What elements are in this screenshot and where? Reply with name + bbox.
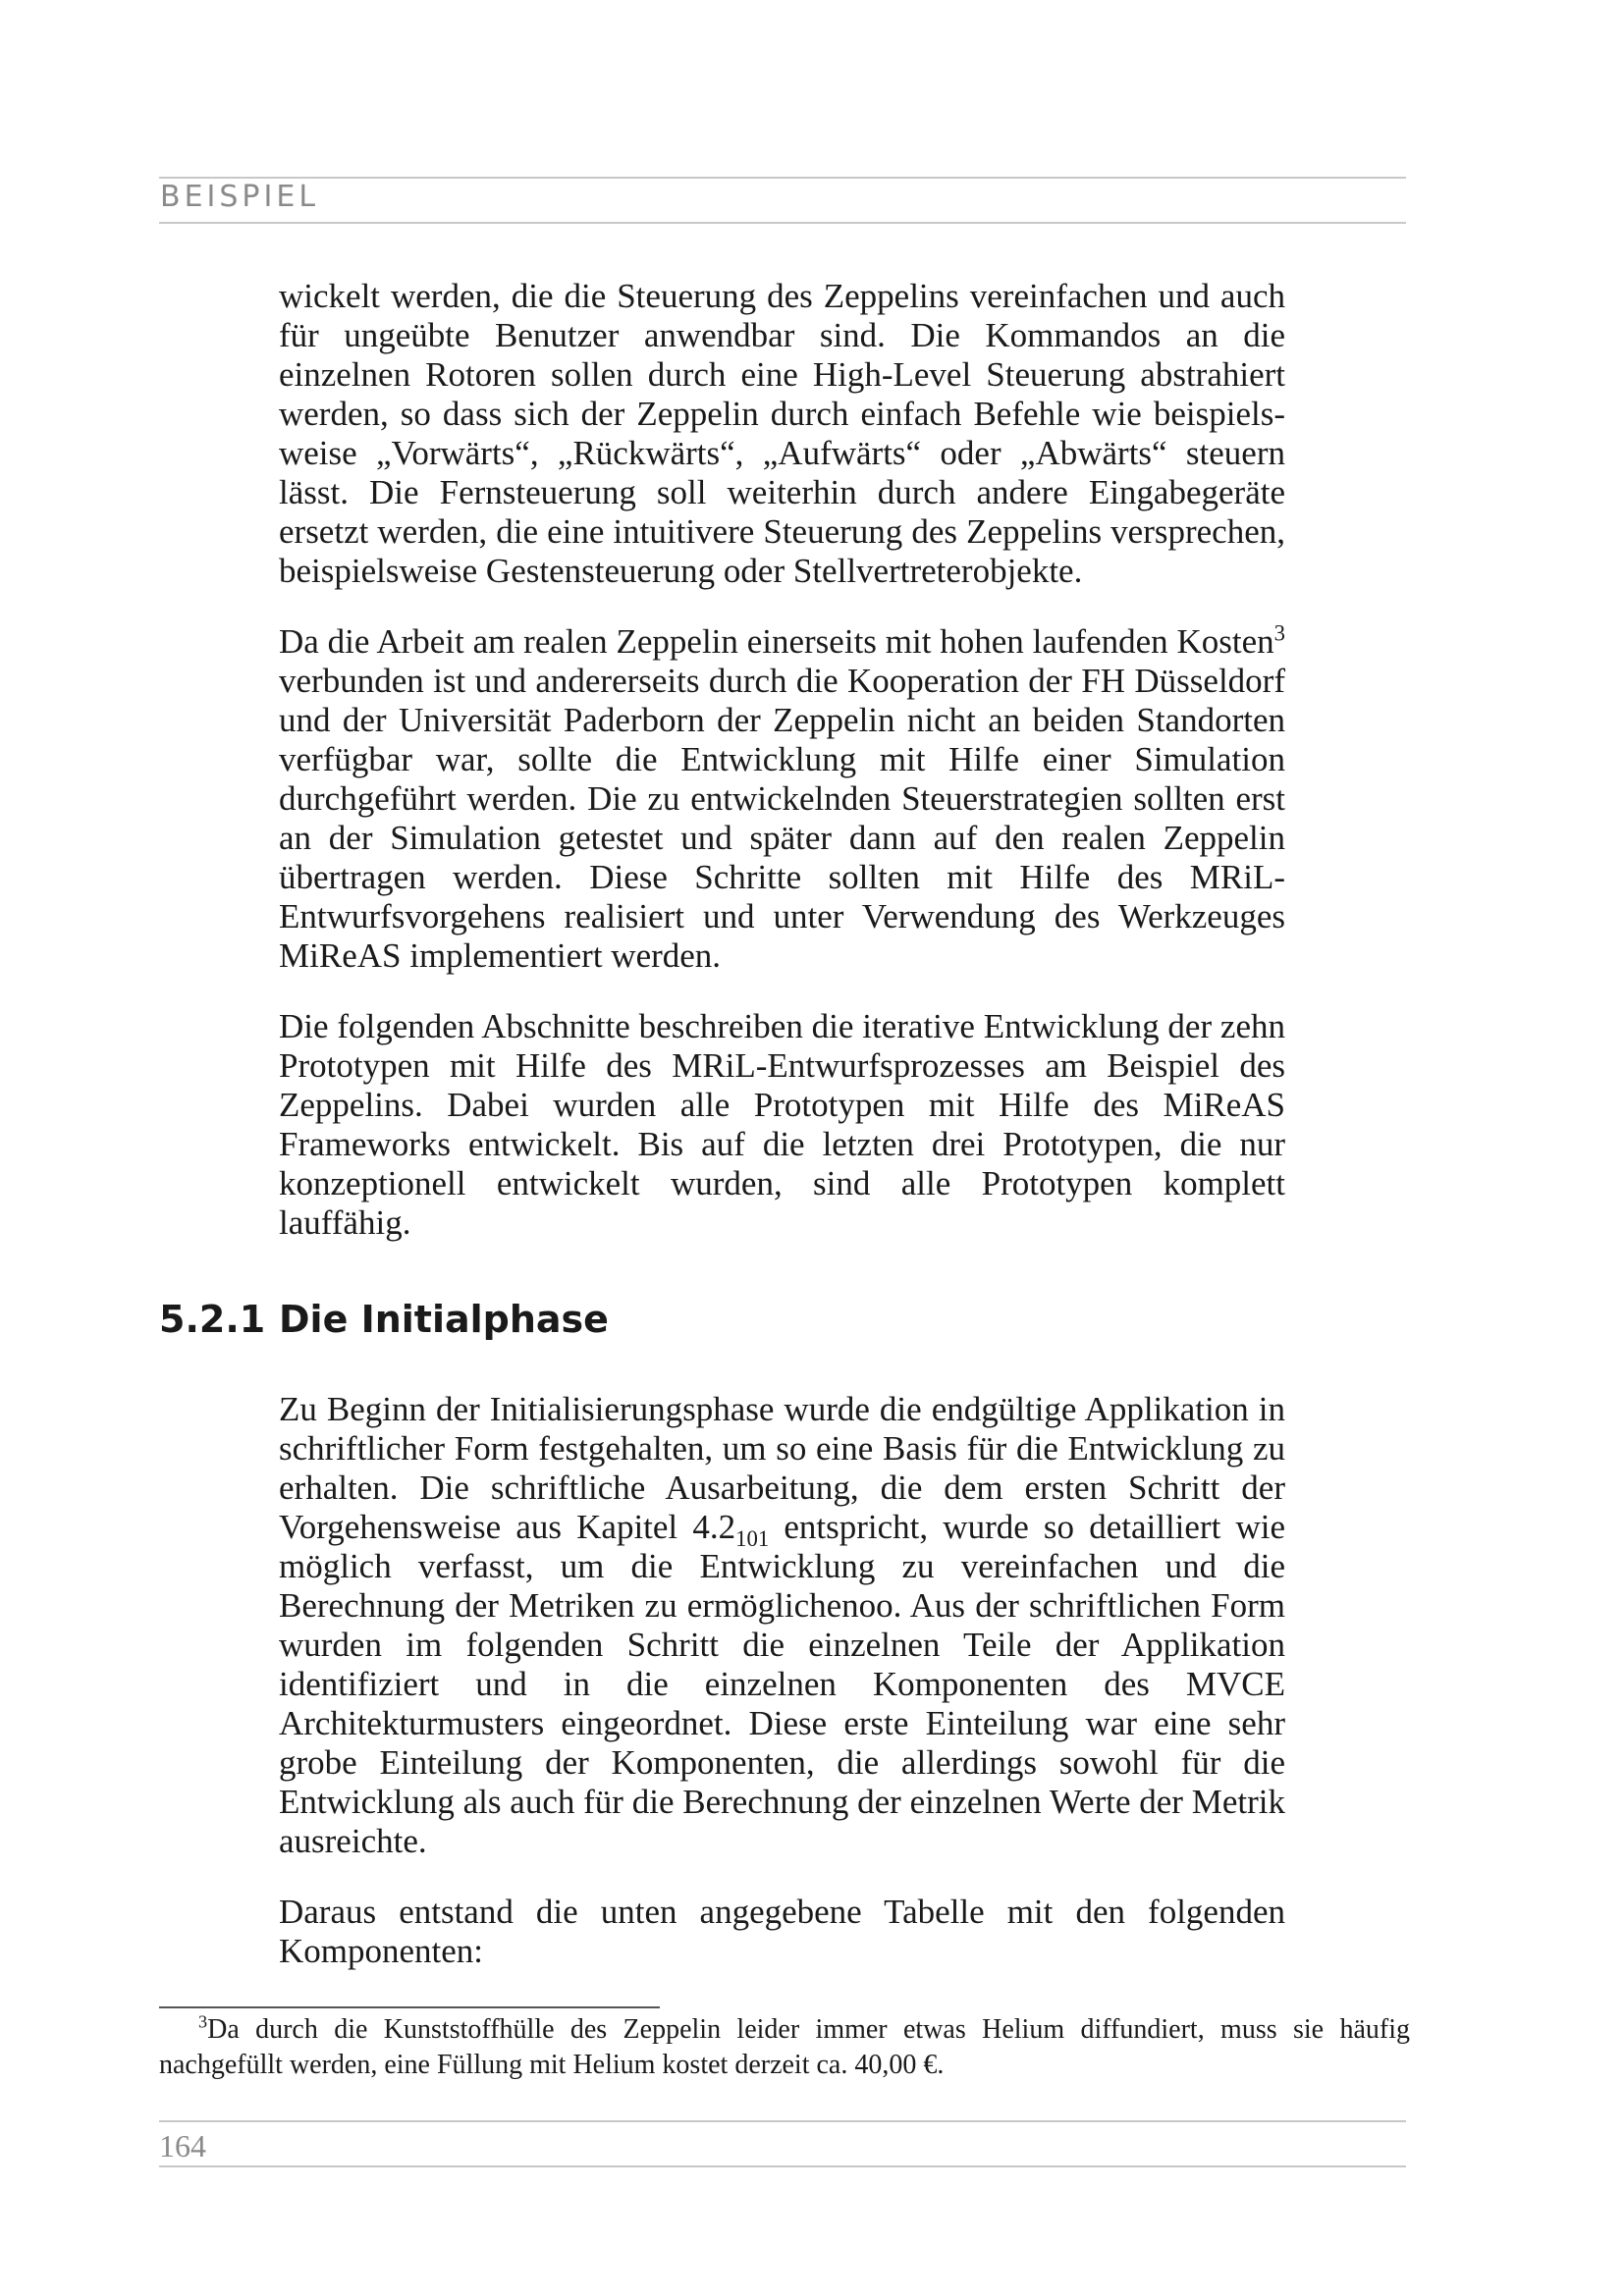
paragraph-1: wickelt werden, die die Steuerung des Zeppelins vereinfachen und auch für ungeübte Benutzer anwendbar sind. Die Kommandos an die einzelnen Rotoren sollen durch eine High-Level Steuerung abstrahiert werden, so dass sich der Zeppelin durch einfach Befehle wie beispielsweise „Vorwärts“, „Rückwärts“, „Aufwärts“ oder „Abwärts“ steuern lässt. Die Fernsteuerung soll weiterhin durch andere Eingabegeräte ersetzt werden, die eine intuitivere Steuerung des Zeppelins versprechen, beispielsweise Gestensteuerung oder Stellvertreterobjekte. <box>279 277 1285 590</box>
section-title: Die Initialphase <box>279 1298 609 1341</box>
footer-rule-bottom <box>159 2165 1406 2167</box>
paragraph-4-text-a: Zu Beginn der Initialisierungsphase wurde die endgültige Applikation in schriftlicher Form festgehalten, um so eine Basis für die Entwicklung zu erhalten. Die schriftliche Ausarbeitung, die dem ersten Schritt der Vorgehensweise aus Kapitel 4.2 <box>279 1390 1285 1546</box>
footnote-mark[interactable]: 3 <box>1273 620 1285 646</box>
page-reference[interactable]: 101 <box>735 1526 770 1551</box>
paragraph-2-text-a: Da die Arbeit am realen Zeppelin einerseits mit hohen laufenden Kosten <box>279 622 1274 661</box>
paragraph-4 <box>279 1390 1285 1861</box>
footnote-rule <box>159 2006 660 2008</box>
section-number: 5.2.1 <box>159 1298 266 1341</box>
footnote <box>159 2012 1410 2083</box>
running-head: BEISPIEL <box>160 180 320 214</box>
paragraph-2 <box>279 622 1285 976</box>
footnote-number: 3 <box>198 2011 208 2032</box>
text-block-upper <box>279 277 1285 1243</box>
paragraph-4-text-b: entspricht, wurde so detailliert wie möglich verfasst, um die Entwicklung zu vereinfachen und die Berechnung der Metriken zu ermöglichenoo. Aus der schriftlichen Form wurden im folgenden Schritt die einzelnen Teile der Applikation identifiziert und in die einzelnen Komponenten des MVCE Architekturmusters eingeordnet. Diese erste Einteilung war eine sehr grobe Einteilung der Komponenten, die allerdings sowohl für die Entwicklung als auch für die Berechnung der einzelnen Werte der Metrik ausreichte. <box>279 1508 1285 1860</box>
text-block-lower <box>279 1390 1285 1971</box>
header-rule-top <box>159 177 1406 179</box>
page-number: 164 <box>159 2128 206 2163</box>
header-rule-bottom <box>159 222 1406 224</box>
paragraph-5: Daraus entstand die unten angegebene Tabelle mit den folgenden Komponenten: <box>279 1893 1285 1970</box>
section-heading <box>159 1296 609 1343</box>
footer-rule-top <box>159 2120 1406 2122</box>
paragraph-3: Die folgenden Abschnitte beschreiben die iterative Entwicklung der zehn Prototypen mit Hilfe des MRiL-Entwurfsprozesses am Beispiel des Zeppelins. Dabei wurden alle Prototypen mit Hilfe des MiReAS Frameworks entwickelt. Bis auf die letzten drei Prototypen, die nur konzeptionell entwickelt wurden, sind alle Prototypen komplett lauffähig. <box>279 1007 1285 1242</box>
paragraph-2-text-b: verbunden ist und andererseits durch die Kooperation der FH Düsseldorf und der Universität Paderborn der Zeppelin nicht an beiden Standorten verfügbar war, sollte die Entwicklung mit Hilfe einer Simulation durchgeführt werden. Die zu entwickelnden Steuerstrategien sollten erst an der Simulation getestet und später dann auf den realen Zeppelin übertragen werden. Diese Schritte sollten mit Hilfe des MRiL-Entwurfsvorgehens realisiert und unter Verwendung des Werkzeuges MiReAS implementiert werden. <box>279 662 1285 975</box>
footnote-text: Da durch die Kunststoffhülle des Zeppelin leider immer etwas Helium diffundiert, muss sie häufig nachgefüllt werden, eine Füllung mit Helium kostet derzeit ca. 40,00 €. <box>159 2014 1410 2080</box>
